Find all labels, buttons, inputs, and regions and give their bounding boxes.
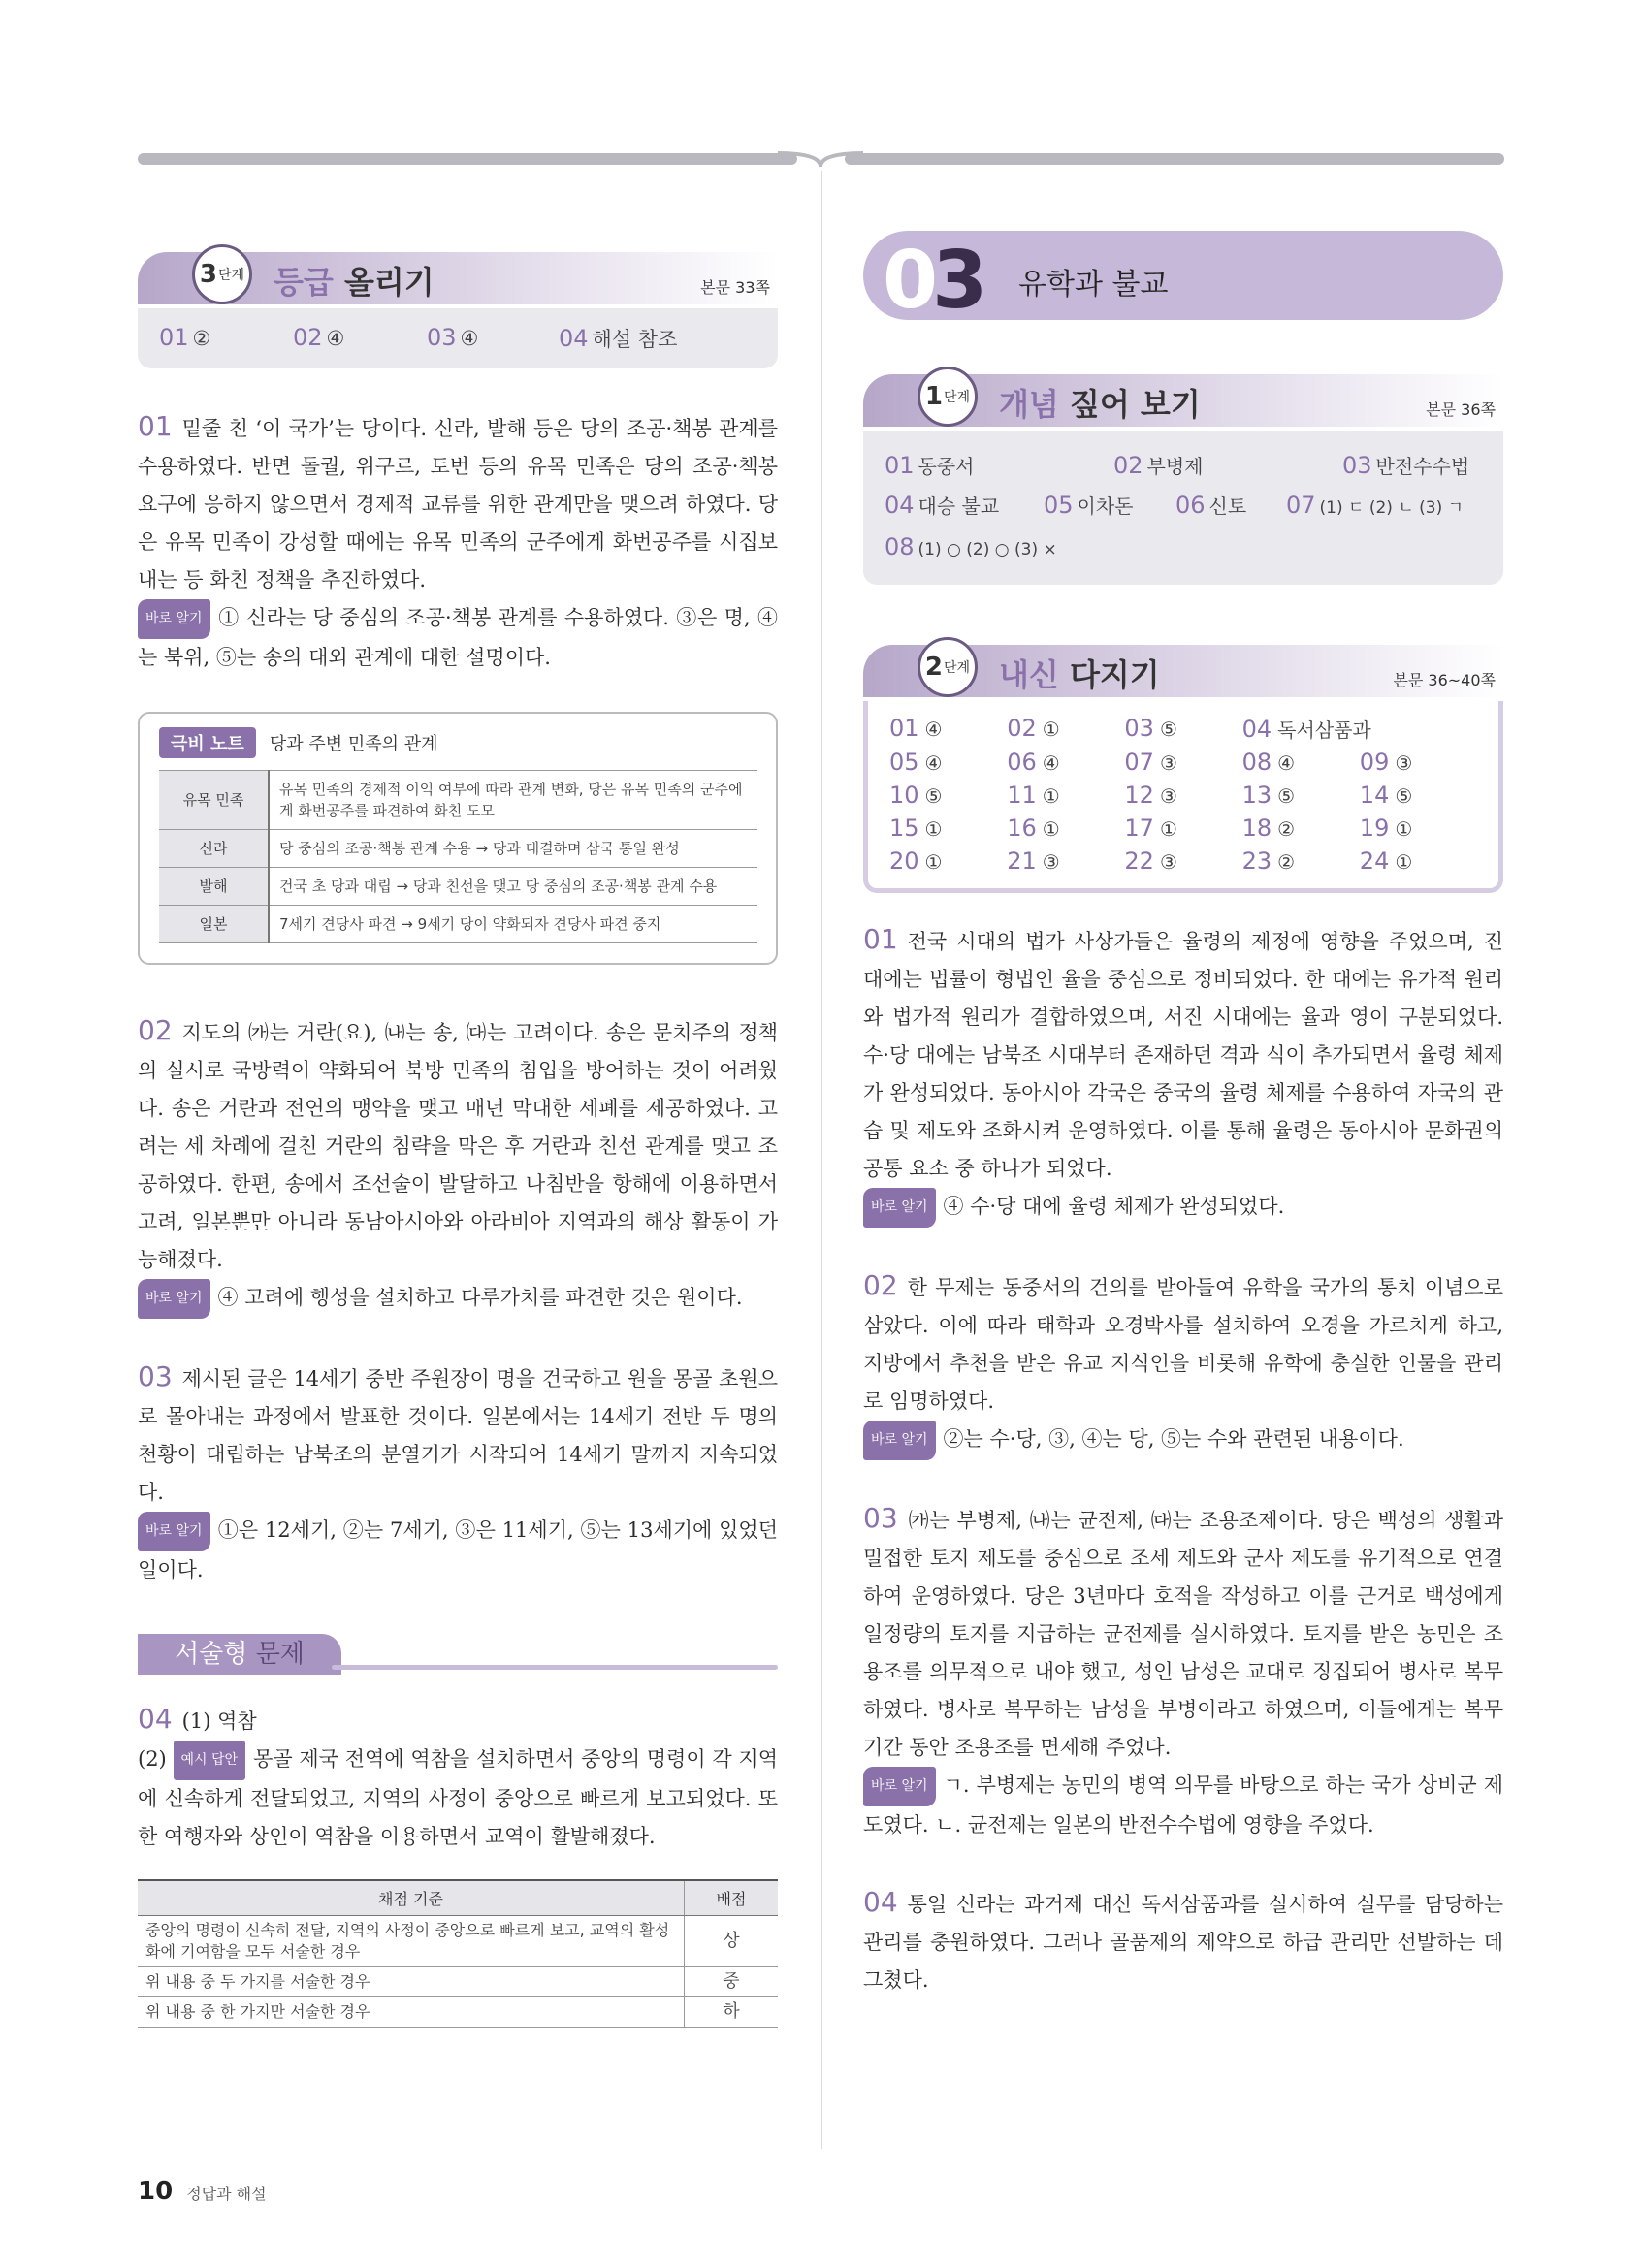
answer-item: 05 이차돈 (1044, 492, 1134, 519)
explanation-03 (138, 1358, 778, 1589)
baro-text: ②는 수·당, ③, ④는 당, ⑤는 수와 관련된 내용이다. (943, 1427, 1404, 1451)
answer-item: 07 (1) ㄷ (2) ㄴ (3) ㄱ (1286, 492, 1465, 519)
example-answer-badge: 예시 답안 (174, 1741, 246, 1780)
chapter-header (863, 231, 1503, 327)
stage2-header (863, 633, 1503, 701)
answer-item: 03 반전수수법 (1342, 452, 1470, 479)
explanation-text: ㈎는 부병제, ㈏는 균전제, ㈐는 조용조제이다. 당은 백성의 생활과 밀접한 토지 제도를 중심으로 조세 제도와 군사 제도를 유기적으로 연결하여 운영하였다. 당은 3년마다 호적을 작성하고 이를 근거로 백성에게 일정량의 토지를 지급하는 균전제를 실시하였다. 토지를 받은 농민은 조용조를 의무적으로 내야 했고, 성인 남성은 교대로 징집되어 병사로 복무하였다. 병사로 복무하는 남성을 부병이라고 하였으며, 이들에게는 복무 기간 동안 조용조를 면제해 주었다. (863, 1509, 1503, 1759)
answer-item: 10 ⑤ (889, 782, 943, 809)
center-divider (821, 171, 822, 2149)
answer-item: 14 ⑤ (1359, 782, 1413, 809)
explanation-text: 한 무제는 동중서의 건의를 받아들여 유학을 국가의 통치 이념으로 삼았다. 이에 따라 태학과 오경박사를 설치하여 오경을 가르치게 하고, 지방에서 추천을 받은 유교 지식인을 비롯해 유학에 충실한 인물을 관리로 임명하였다. (863, 1276, 1503, 1413)
question-number: 02 (138, 1014, 173, 1046)
explanation-text: 통일 신라는 과거제 대신 독서삼품과를 실시하여 실무를 담당하는 관리를 충원하였다. 그러나 골품제의 제약으로 하급 관리만 선발하는 데 그쳤다. (863, 1893, 1503, 1992)
answer-item: 08 (1) ○ (2) ○ (3) × (885, 533, 1057, 560)
answer-item: 24 ① (1359, 847, 1413, 875)
baro-badge: 바로 알기 (863, 1188, 936, 1228)
stage3-page-ref: 본문 33쪽 (700, 278, 770, 297)
stage1-title: 개념 짚어 보기 (999, 386, 1201, 423)
stage2-answer-grid (889, 715, 1477, 875)
page-number: 10 (138, 2177, 174, 2206)
answer-item: 05 ④ (889, 749, 943, 776)
page-footer (138, 2177, 267, 2206)
essay-section-line (332, 1665, 778, 1670)
baro-text: ㄱ. 부병제는 농민의 병역 의무를 바탕으로 하는 국가 상비군 제도였다. ㄴ. 균전제는 일본의 반전수수법에 영향을 주었다. (863, 1773, 1503, 1837)
answer-item: 06 ④ (1007, 749, 1060, 776)
question-number: 04 (863, 1886, 898, 1918)
answer-item: 20 ① (889, 847, 943, 875)
right-column (863, 231, 1503, 1999)
answer-item: 04 대승 불교 (885, 492, 1000, 519)
explanation-text: 전국 시대의 법가 사상가들은 율령의 제정에 영향을 주었으며, 진 대에는 법률이 형법인 율을 중심으로 정비되었다. 한 대에는 유가적 원리와 법가적 원리가 결합하였으며, 서진 시대에는 율과 영이 구분되었다. 수·당 대에는 남북조 시대부터 존재하던 격과 식이 추가되면서 율령 체제가 완성되었다. 동아시아 각국은 중국의 율령 체제를 수용하여 자국의 관습 및 제도와 조화시켜 운영하였다. 이를 통해 율령은 동아시아 문화권의 공통 요소 중 하나가 되었다. (863, 930, 1503, 1180)
explanation-r02 (863, 1266, 1503, 1460)
stage2-answer-box (863, 701, 1503, 893)
answer-item: 23 ② (1241, 847, 1296, 875)
stage3-header (138, 240, 778, 308)
answer-item: 06 신토 (1175, 492, 1247, 519)
stage2-title: 내신 다지기 (999, 656, 1160, 693)
question-number: 01 (138, 410, 173, 442)
table-row: 위 내용 중 한 가지만 서술한 경우 하 (138, 1997, 778, 2028)
table-row: 중앙의 명령이 신속히 전달, 지역의 사정이 중앙으로 빠르게 보고, 교역의 활성화에 기여함을 모두 서술한 경우 상 (138, 1916, 778, 1967)
chapter-title: 유학과 불교 (1018, 268, 1169, 302)
stage2-page-ref: 본문 36~40쪽 (1393, 671, 1496, 689)
explanation-02 (138, 1011, 778, 1319)
baro-badge: 바로 알기 (138, 1512, 210, 1551)
question-number: 03 (138, 1360, 173, 1392)
stage1-page-ref: 본문 36쪽 (1426, 400, 1496, 419)
answer-item: 04 해설 참조 (559, 325, 678, 352)
answer-item: 03 ④ (427, 324, 479, 351)
top-divider-bar (138, 151, 1504, 167)
explanation-01 (138, 407, 778, 677)
baro-text: ④ 수·당 대에 율령 체제가 완성되었다. (943, 1195, 1285, 1218)
essay-section-label: 서술형 문제 (138, 1634, 341, 1675)
answer-item: 15 ① (889, 815, 943, 842)
stage3-answer-box (138, 308, 778, 368)
stage3-title: 등급 올리기 (274, 264, 435, 301)
grading-table: 채점 기준 배점 중앙의 명령이 신속히 전달, 지역의 사정이 중앙으로 빠르게 보고, 교역의 활성화에 기여함을 모두 서술한 경우 상 위 내용 중 두 가지를 서술한 경우 중 위 내용 중 한 가지만 서술한 경우 하 (138, 1879, 778, 2028)
stage1-answer-box (863, 431, 1503, 585)
question-number: 01 (863, 923, 898, 955)
answer-item: 03 ⑤ (1124, 715, 1177, 742)
baro-text: ① 신라는 당 중심의 조공·책봉 관계를 수용하였다. ③은 명, ④는 북위, ⑤는 송의 대외 관계에 대한 설명이다. (138, 606, 778, 669)
table-row: 발해 건국 초 당과 대립 → 당과 친선을 맺고 당 중심의 조공·책봉 관계 수용 (159, 868, 757, 906)
essay-section-header (138, 1634, 778, 1677)
answer-item: 08 ④ (1241, 749, 1296, 776)
answer-item: 01 동중서 (885, 452, 975, 479)
question-number: 02 (863, 1269, 898, 1301)
stage1-badge: 1 단계 (918, 367, 978, 427)
stage3-badge: 3 단계 (192, 244, 252, 304)
answer-item: 18 ② (1241, 815, 1296, 842)
essay-answer: 04 (1) 역참 (2) 예시 답안 몽골 제국 전역에 역참을 설치하면서 중앙의 명령이 각 지역에 신속하게 전달되었고, 지역의 사정이 중앙으로 빠르게 보고되었다. 또한 여행자와 상인이 역참을 이용하면서 교역이 활발해졌다. 채점 기준 배점 중앙의 명령이 신속히 전달, 지역의 사정이 중앙으로 빠르게 보고, 교역의 활성화에 기여함을 모두 서술한 경우 상 위 내용 중 두 가지를 서술한 경우 중 위 내용 중 한 가지만 서술한 경우 하 (138, 1700, 778, 2028)
baro-text: ④ 고려에 행성을 설치하고 다루가치를 파견한 것은 원이다. (217, 1286, 743, 1309)
answer-item: 13 ⑤ (1241, 782, 1296, 809)
left-column (138, 240, 778, 2028)
table-row: 위 내용 중 두 가지를 서술한 경우 중 (138, 1967, 778, 1997)
stage1-header (863, 363, 1503, 431)
answer-item: 11 ① (1007, 782, 1060, 809)
baro-badge: 바로 알기 (863, 1421, 936, 1460)
answer-item: 02 ① (1007, 715, 1060, 742)
answer-item: 07 ③ (1124, 749, 1177, 776)
answer-item: 19 ① (1359, 815, 1413, 842)
explanation-text: 제시된 글은 14세기 중반 주원장이 명을 건국하고 원을 몽골 초원으로 몰아내는 과정에서 발표한 것이다. 일본에서는 14세기 전반 두 명의 천황이 대립하는 남북조의 분열기가 시작되어 14세기 말까지 지속되었다. (138, 1367, 778, 1504)
answer-item: 21 ③ (1007, 847, 1060, 875)
explanation-r04 (863, 1883, 1503, 1999)
note-title: 당과 주변 민족의 관계 (269, 734, 438, 754)
question-number: 04 (138, 1703, 173, 1735)
question-number: 03 (863, 1502, 898, 1534)
explanation-r03 (863, 1499, 1503, 1844)
page-footer-title: 정답과 해설 (186, 2185, 267, 2203)
answer-item: 01 ② (159, 324, 211, 351)
answer-item: 12 ③ (1124, 782, 1177, 809)
answer-item: 22 ③ (1124, 847, 1177, 875)
table-row: 일본 7세기 견당사 파견 → 9세기 당이 약화되자 견당사 파견 중지 (159, 906, 757, 943)
answer-item: 17 ① (1124, 815, 1177, 842)
table-row: 유목 민족 유목 민족의 경제적 이익 여부에 따라 관계 변화, 당은 유목 민족의 군주에게 화번공주를 파견하여 화친 도모 (159, 771, 757, 830)
baro-text: ①은 12세기, ②는 7세기, ③은 11세기, ⑤는 13세기에 있었던 일이다. (138, 1518, 778, 1581)
note-table (159, 770, 757, 943)
answer-item: 02 ④ (293, 324, 345, 351)
stage2-badge: 2 단계 (918, 637, 978, 697)
table-row: 신라 당 중심의 조공·책봉 관계 수용 → 당과 대결하며 삼국 통일 완성 (159, 830, 757, 868)
answer-item: 02 부병제 (1113, 452, 1204, 479)
explanation-text: 밑줄 친 ‘이 국가’는 당이다. 신라, 발해 등은 당의 조공·책봉 관계를 수용하였다. 반면 돌궐, 위구르, 토번 등의 유목 민족은 당의 조공·책봉 요구에 응하지 않으면서 경제적 교류를 위한 관계만을 맺으려 하였다. 당은 유목 민족이 강성할 때에는 유목 민족의 군주에게 화번공주를 시집보내는 등 화친 정책을 추진하였다. (138, 417, 778, 591)
baro-badge: 바로 알기 (138, 1279, 210, 1319)
answer-item: 04 독서삼품과 (1241, 716, 1371, 743)
explanation-r01 (863, 920, 1503, 1228)
explanation-text: 지도의 ㈎는 거란(요), ㈏는 송, ㈐는 고려이다. 송은 문치주의 정책의 실시로 국방력이 약화되어 북방 민족의 침입을 방어하는 것이 어려웠다. 송은 거란과 전연의 맹약을 맺고 매년 막대한 세폐를 제공하였다. 고려는 세 차례에 걸친 거란의 침략을 막은 후 거란과 친선 관계를 맺고 조공하였다. 한편, 송에서 조선술이 발달하고 나침반을 항해에 이용하면서 고려, 일본뿐만 아니라 동남아시아와 아라비아 지역과의 해상 활동이 가능해졌다. (138, 1021, 778, 1271)
answer-item: 01 ④ (889, 715, 943, 742)
baro-badge: 바로 알기 (863, 1767, 936, 1806)
note-tag: 극비 노트 (159, 727, 256, 758)
chapter-number: 03 (883, 235, 982, 327)
note-box (138, 712, 778, 965)
answer-item: 16 ① (1007, 815, 1060, 842)
answer-item: 09 ③ (1359, 749, 1413, 776)
baro-badge: 바로 알기 (138, 599, 210, 639)
